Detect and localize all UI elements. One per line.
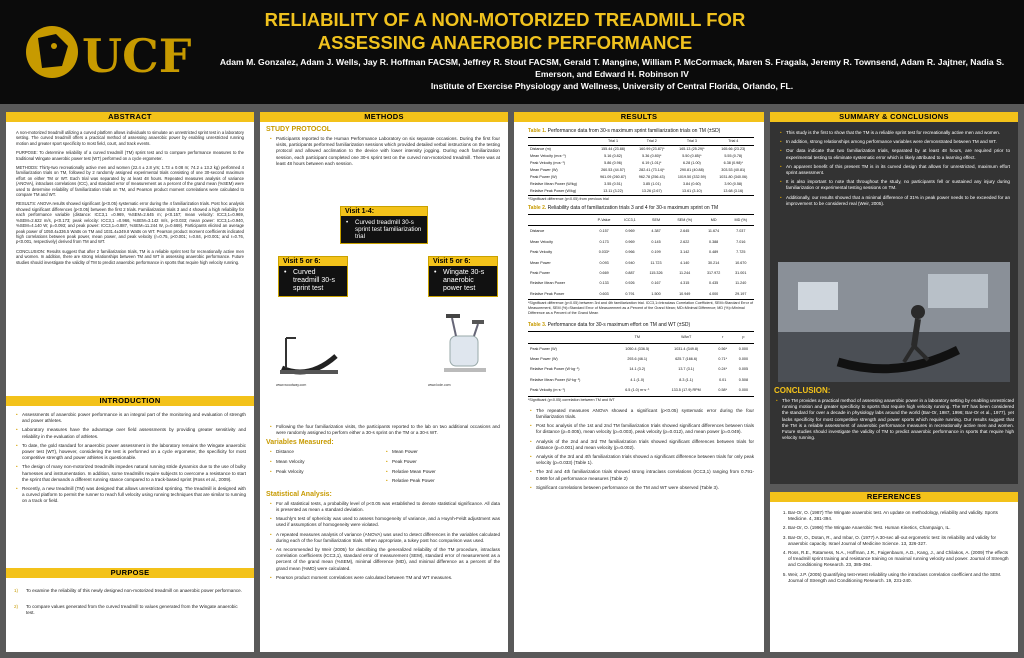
table-cell: 13.26 (2.67)	[641, 189, 662, 193]
table-row	[528, 289, 754, 300]
table-cell: 6.19 (1.01)*	[642, 161, 662, 165]
table-cell: 0.669	[599, 271, 609, 276]
table-cell: 0.157	[599, 229, 609, 234]
result-item: • The 3rd and 4th familiarization trials showed strong intraclass correlations (ICC3,1) ranging from 0.791-0.969 for all performance measures (Table 2)	[528, 469, 754, 481]
table-header-cell: Trial 1	[608, 139, 619, 143]
table-header-cell: P-Value	[597, 218, 611, 222]
abstract-section	[6, 112, 254, 394]
visit-5-6-title: Visit 5 or 6:	[279, 257, 347, 266]
table-cell: Peak Velocity	[530, 250, 553, 255]
table-1-note: *Significant difference (p<0.05) from previous trial	[528, 197, 609, 201]
reference-item: 4. Ross, R.E., Ratamess, N.A., Hoffman, J.R., Faigenbaum, A.D., Kang, J., and Chilakos, A. (2009) The effects of treadmill sprint training and resistance training on maximal running velocity and power. Journal of Strength and Conditioning Research. 23, 385-394.	[788, 550, 1010, 569]
table-cell: 4.387	[651, 229, 661, 234]
table-cell: 13.7 (3.1)	[678, 367, 695, 372]
intro-item: • To date, the gold standard for anaerobic power assessment in the laboratory remains the Wingate anaerobic power test (WT), however, considering the test is performed on a cycle ergometer, the specificity for most competitive strength and power athletes is questionable.	[14, 443, 246, 462]
table-cell: Relative Mean Power (W·kg⁻¹)	[530, 377, 581, 382]
results-header: RESULTS	[514, 112, 764, 122]
table-cell: Peak Power (W)	[530, 346, 557, 351]
ucf-logo	[16, 16, 206, 88]
abstract-results: RESULTS: ANOVA results showed significant (p<0.05) systematic error during the 4 familiarization trials. Post hoc analysis showed significant differences (p<0.05) between the first 2 trials. Familiarization trials 3 and 4 showed a high reliability for each performance variable (distance: ICC3,1 =0.969, %SEM=2.645 m; p<0.157; mean velocity: ICC3,1=0.969, %SEM=2.622 m/s, p<0.173; peak velocity: ICC3,1 =0.966, %SEM=3.142 m/s, p<0.033; mean power: ICC3,1=0.940, %SEM=4.140 W; p=0.093; and peak power: ICC3,1=0.887, %SEM=11.244 W, p=0.669). Participants elicited an average peak power of 1050.4±336.5 Watts on TM and 1031.4±349.8 Watts on WT. Pearson product moment coefficients indicated high correlations between peak power, mean power, and peak velocity (r=0.75, p<0.001; r=0.84, p<0.001; and r=0.76, p<0.001, respectively) derived from TM and WT.	[16, 201, 244, 245]
curved-treadmill-image	[274, 298, 344, 388]
result-item: • The repeated measures ANOVA showed a significant (p<0.05) systematic error during the four familiarization trials.	[528, 408, 754, 420]
purpose-text: To examine the reliability of this newly designed non-motorized treadmill on anaerobic power performance.	[26, 588, 243, 593]
table-caption-text: Performance data for 30-s maximum effort on TM and WT (±SD)	[547, 322, 691, 329]
table-cell: 3.85 (1.01)	[642, 182, 661, 186]
references-section	[770, 492, 1018, 652]
statistics-item: • Pearson product moment correlations were calculated between TM and WT measures.	[268, 575, 500, 581]
table-cell: 3.142	[680, 250, 690, 255]
table-row	[528, 247, 754, 257]
conclusion-text: • The TM provides a practical method of assessing anaerobic power in a laboratory setting by enabling unrestricted running motion and greater specificity to sports that require high velocity running. The WT has been considered the standard for over a decade in physiology labs around the world (Bar-Or, 1987, 1996; Bar-Or et al., 1977), yet lacks specificity for most competitive strength and power sports which require running. Our results suggest that the TM is a reliable assessment of anaerobic performance measures in recreationally active men and women. Future studies should investigate the validity of TM to predict anaerobic performance in sports that require high velocity running.	[774, 398, 1014, 441]
visit-1-4-title: Visit 1-4:	[341, 207, 427, 216]
table-caption-text: Performance data from 30-s maximum sprint familiarization trials on TM (±SD)	[547, 128, 721, 134]
reference-item: 1. Bar-Or, O. (1987) The Wingate anaerobic test. An update on methodology, reliability and validity. Sports Medicine. 4, 381-394.	[788, 510, 1010, 522]
table-cell: 0.388	[709, 239, 719, 244]
institution: Institute of Exercise Physiology and Wellness, University of Central Florida, Orlando, FL.	[430, 81, 794, 91]
abstract-methods: METHODS: Thirty-two recreationally active men and women (22.4 ± 2.8 yrs; 1.73 ± 0.08 m; 74.2 ± 13.2 kg) performed 4 familiarization trials on TM, followed by 2 randomly assigned experimental trials consisting of one 30-second maximum effort on either TM or WT. Each trial was separated by at least 48 hours. Repeated measures analysis of variance (ANOVA), intraclass correlations (ICC), and standard error of measurement as a percent of the grand mean (%SEM) were used to determine reliability of familiarization trials on TM, and Pearson product moment correlations were calculated to compare TM and WT.	[16, 165, 244, 198]
summary-header: SUMMARY & CONCLUSIONS	[770, 112, 1018, 122]
variables-heading: Variables Measured:	[266, 439, 334, 447]
table-cell: Peak Velocity (m•s⁻¹)	[530, 161, 565, 165]
table-cell: Mean Power	[530, 260, 551, 265]
table-cell: 115.326	[649, 271, 663, 276]
table-cell: 1.500	[651, 291, 661, 296]
variable-item: • Relative Peak Power	[384, 478, 500, 485]
table-cell: Mean Power (W)	[530, 168, 558, 172]
table-2-note: *Significant difference (p<0.05) between 3rd and 4th familiarization trial. ICC3,1=Intraclass Correlation Coefficient, SEM=Standard Error of Measurement, SEM (%)=Standard Error of Measurement as a Percent of the Grand Mean; MD=Minimal Difference; MD (%)=Minimal Difference as a Percent of the Grand Mean	[528, 301, 754, 316]
table-row	[528, 181, 754, 188]
table-cell: 7.037	[736, 229, 746, 234]
table-cell: Relative Peak Power	[530, 291, 565, 296]
table-header-cell	[528, 138, 594, 146]
table-cell: 4.1 (1.0)	[630, 377, 645, 382]
table-cell: 160.99 (23.87)*	[639, 147, 665, 151]
table-cell: 11.244	[679, 271, 691, 276]
variable-item: • Peak Velocity	[268, 469, 384, 476]
table-row	[528, 375, 754, 385]
table-row	[528, 188, 754, 196]
table-row	[528, 226, 754, 237]
statistics-item: • As recommended by Weir (2005) for describing the generalized reliability of the TM procedure, intraclass correlation coefficients (ICC3,1), standard error of measurement (SEM), standard error of measurement as a percent of the grand mean (%SEM), minimal difference (MD), and minimal difference as a percent of the grand mean (%MD) were calculated.	[268, 547, 500, 572]
table-cell: 0.56*	[718, 346, 728, 351]
reference-item: 3. Bar-Or, O., Dotan, R., and Inbar, O. (1977) A 30-sec all-out ergometric test: its reliability and validity for anaerobic capacity. Israel Journal of Medicine Science. 13, 326-327.	[788, 535, 1010, 547]
table-row	[528, 332, 754, 343]
table-3-caption	[528, 322, 754, 328]
svg-text:UCF: UCF	[82, 29, 192, 83]
visit-5-6-text: • Curved treadmill 30-s sprint test	[279, 266, 347, 296]
table-cell: 0.24*	[718, 367, 728, 372]
table-caption-text: Reliability data of familiarization trials 3 and 4 for 30-s maximum sprint on TM	[547, 205, 719, 211]
table-cell: 0.489	[709, 250, 719, 255]
variable-item: • Mean Velocity	[268, 459, 384, 466]
statistics-item: • Mauchly's test of sphericity was used to assess homogeneity of variance, and a Huynh-Feldt adjustment was used if assumptions of homogeneity were violated.	[268, 516, 500, 528]
reference-item: 5. Weir, J.P. (2005) Quantifying test-retest reliability using the intraclass correlation coefficient and the SEM. Journal of Strength and Conditioning Research. 19, 231-240.	[788, 572, 1010, 584]
table-cell: 290.81 (40.88)	[679, 168, 704, 172]
table-row	[528, 278, 754, 288]
table-cell: Distance (m)	[530, 147, 551, 151]
table-cell: Relative Mean Power	[530, 281, 566, 286]
conclusion-heading: CONCLUSION:	[774, 386, 831, 395]
table-row	[528, 138, 754, 146]
table-cell: 260.53 (44.57)	[601, 168, 626, 172]
table-cell: Relative Mean Power (W/kg)	[530, 182, 577, 186]
abstract-header: ABSTRACT	[6, 112, 254, 122]
statistics-item: • A repeated measures analysis of variance (ANOVA) was used to detect differences in the variables calculated during each of the four familiarization trials. When appropriate, a tukey post hoc comparison was used.	[268, 532, 500, 544]
table-cell: Mean Power (W)	[530, 357, 558, 362]
table-cell: 3.55 (0.51)	[604, 182, 622, 186]
purpose-number: 2)	[14, 604, 19, 610]
table-2-caption	[528, 205, 754, 211]
summary-section	[770, 112, 1018, 484]
abstract-purpose: PURPOSE: To determine reliability of a curved treadmill (TM) sprint test and to compare performance measures to the traditional Wingate anaerobic power test (WT) performed on a cycle ergometer.	[16, 150, 244, 161]
summary-item: • Our data indicate that two familiarization trials, separated by at least 48 hours, are required prior to experimental testing to eliminate systematic error which is likely attributed to a learning effect.	[778, 148, 1010, 160]
reference-item: 2. Bar-Or, O. (1996) The Wingate Anaerobic Test. Human Kinetics, Champaign, IL.	[788, 525, 1010, 531]
table-cell: 31.001	[735, 271, 747, 276]
table-1-caption	[528, 128, 754, 134]
abstract-conclusion: CONCLUSION: Results suggest that after 2 familiarization trials, TM is a reliable sprint test for recreationally active men and women. In addition, there are strong relationships between TM and WT in assessing anaerobic performance. Future studies should investigate the validity of TM to predict anaerobic performance in sports that require high velocity running.	[16, 248, 244, 265]
protocol-text: • Following the four familiarization visits, the participants reported to the lab on two additional occasions and were randomly assigned to perform either a 30-s sprint on the TM or a 30-s WT.	[268, 424, 500, 436]
table-cell: 5.16 (0.82)	[604, 154, 622, 158]
purpose-number: 1)	[14, 588, 19, 593]
table-row	[528, 354, 754, 364]
summary-item: • Additionally, our results showed that a minimal difference of 31% in peak power needs to be exceeded for an improvement to be considered real (Weir, 2005).	[778, 195, 1010, 207]
poster-header	[0, 0, 1024, 104]
table-cell: 10.670	[735, 260, 747, 265]
lab-photo	[778, 262, 1010, 382]
table-row	[528, 167, 754, 174]
table-row	[528, 385, 754, 396]
table-cell: 303.53 (40.81)	[721, 168, 746, 172]
table-cell: 10.949	[679, 291, 691, 296]
table-cell: Mean Velocity (m•s⁻¹)	[530, 154, 566, 158]
visit-5-6-title: Visit 5 or 6:	[429, 257, 497, 266]
table-header-cell: ICC3,1	[624, 218, 636, 222]
table-cell: 293.6 (46.1)	[627, 357, 648, 362]
table-cell: 7.725	[736, 250, 746, 255]
visit-1-4-box	[340, 206, 428, 244]
purpose-section	[6, 568, 254, 620]
table-header-cell: p	[742, 335, 745, 340]
image-credit: www.lode.com	[428, 383, 451, 387]
table-row	[528, 258, 754, 268]
table-cell: 0.093	[599, 260, 609, 265]
wingate-ergometer-image	[426, 298, 496, 388]
table-cell: 7.016	[736, 239, 746, 244]
abstract-column	[6, 112, 254, 652]
table-label: Table 3.	[528, 322, 547, 329]
summary-column	[770, 112, 1018, 652]
table-cell: 133.5 (17.9) RPM	[671, 388, 701, 393]
table-cell: Peak Velocity (m·s⁻¹)	[530, 388, 565, 393]
table-header-cell: TM	[634, 335, 640, 340]
table-header-cell: MD (%)	[734, 218, 747, 222]
table-header-cell: Trial 4	[728, 139, 739, 143]
result-item: • Post hoc analysis of the 1st and 2nd TM familiarization trials showed significant differences between trials for distance (p=0.005), mean velocity (p=0.003), peak velocity (p=0.012), and mean power (p=0.049).	[528, 423, 754, 435]
table-row	[528, 268, 754, 278]
table-cell: 165.13 (25.29)*	[679, 147, 705, 151]
result-item: • Analysis of the 2nd and 3rd TM familiarization trials showed significant differences between trials for distance (p=0.001) and mean velocity (p=0.002).	[528, 439, 754, 451]
table-cell: Mean Velocity	[530, 239, 553, 244]
table-cell: 5.55 (0.78)	[724, 154, 743, 158]
table-cell: 11.674	[708, 229, 720, 234]
table-cell: 13.68 (3.16)	[723, 189, 744, 193]
table-3	[528, 331, 754, 396]
table-cell: 0.435	[709, 281, 719, 286]
table-cell: 6.28 (1.00)	[682, 161, 701, 165]
poster-authors	[212, 56, 1012, 92]
table-cell: 0.58*	[718, 388, 728, 393]
table-row	[528, 343, 754, 354]
intro-item: • Recently, a new treadmill (TM) was designed that allows unrestricted sprinting. The treadmill is designed with a curved platform to permit the runner to reach full velocity using running techniques that are similar to running on a track or field.	[14, 486, 246, 505]
table-cell: 11.723	[650, 260, 662, 265]
table-cell: 1050.4 (336.5)	[625, 346, 650, 351]
table-1	[528, 137, 754, 196]
table-cell: 5.50 (0.85)*	[682, 154, 702, 158]
table-cell: 155.44 (23.88)	[601, 147, 626, 151]
table-cell: 1019.50 (332.59)	[677, 175, 706, 179]
visit-5-6-text: • Wingate 30-s anaerobic power test	[429, 266, 497, 296]
table-cell: 0.000	[738, 388, 749, 393]
table-cell: 14.1 (3.2)	[629, 367, 646, 372]
summary-item: • An apparent benefit of this present TM is in its curved design that allows for unrestricted, maximum effort sprint assessment.	[778, 164, 1010, 176]
results-column	[514, 112, 764, 652]
table-cell: 5.36 (0.80)*	[642, 154, 662, 158]
table-cell: 0.926	[625, 281, 635, 286]
table-cell: Relative Peak Power (W/kg)	[530, 189, 577, 193]
table-label: Table 2.	[528, 205, 547, 211]
table-header-cell: MD	[710, 218, 717, 222]
table-2	[528, 214, 754, 300]
table-cell: 0.000	[738, 346, 749, 351]
table-cell: 4.140	[680, 260, 690, 265]
table-cell: 0.791	[625, 291, 635, 296]
table-cell: 961.09 (260.87)	[600, 175, 627, 179]
table-row	[528, 174, 754, 181]
table-header-cell	[528, 332, 615, 343]
visit-5-6-wingate-box	[428, 256, 498, 297]
statistics-item: • For all statistical tests, a probability level of p<0.05 was established to denote statistical significance. All data is presented as mean ± standard deviation.	[268, 501, 500, 513]
table-row	[528, 364, 754, 374]
table-cell: 317.972	[706, 271, 721, 276]
table-row	[528, 146, 754, 154]
references-header: REFERENCES	[770, 492, 1018, 502]
variable-item: • Distance	[268, 449, 384, 456]
table-cell: 0.145	[651, 239, 661, 244]
variable-item: • Mean Power	[384, 449, 500, 456]
table-cell: 0.033*	[598, 250, 610, 255]
table-label: Table 1.	[528, 128, 547, 134]
purpose-item	[14, 588, 246, 594]
table-cell: 4.000	[709, 291, 719, 296]
methods-column	[260, 112, 508, 652]
table-cell: 13.61 (3.10)	[681, 189, 702, 193]
summary-item: • It is also important to note that throughout the study, no participants fell or sustained any injury during familiarization or experimental testing sessions on TM.	[778, 179, 1010, 191]
table-cell: 625.7 (166.6)	[675, 357, 698, 362]
table-cell: 1031.80 (340.06)	[719, 175, 748, 179]
table-cell: 0.01	[719, 377, 727, 382]
table-row	[528, 160, 754, 167]
table-3-note: *Significant (p<0.05) correlation between TM and WT	[528, 397, 615, 402]
introduction-section	[6, 396, 254, 508]
table-header-cell: Trial 2	[646, 139, 657, 143]
table-cell: 0.005	[738, 367, 749, 372]
poster-title: RELIABILITY OF A NON-MOTORIZED TREADMILL FOR ASSESSING ANAEROBIC PERFORMANCE	[264, 9, 746, 53]
protocol-text: • Participants reported to the Human Performance Laboratory on six separate occasions. During the first four visits, participants performed familiarization sessions which provided detailed verbal instructions on the testing protocol and allowed acclimation to the device with lower intensity jogging. During each familiarization session, each participant completed one 30-s sprint test on the curved non-motorized treadmill. There was at least 48 hours between each session.	[268, 136, 500, 167]
table-cell: 13.11 (3.22)	[603, 189, 623, 193]
table-cell: 0.966	[625, 250, 635, 255]
introduction-header: INTRODUCTION	[6, 396, 254, 406]
result-item: • Analysis of the 3rd and 4th familiarization trials showed a significant difference between trials for only peak velocity (p=0.033) (Table 1).	[528, 454, 754, 466]
image-credit: www.woodway.com	[276, 383, 307, 387]
table-cell: Peak Power	[530, 271, 550, 276]
table-header-cell	[528, 215, 591, 226]
table-cell: 8.3 (1.1)	[679, 377, 694, 382]
visit-5-6-treadmill-box	[278, 256, 348, 297]
table-cell: 0.603	[599, 291, 609, 296]
table-cell: 0.173	[599, 239, 609, 244]
table-cell: 1031.4 (349.8)	[674, 346, 699, 351]
table-cell: 2.622	[680, 239, 690, 244]
purpose-text: To compare values generated from the curved treadmill to values generated from the Wingate anaerobic test.	[26, 604, 238, 616]
author-list: Adam M. Gonzalez, Adam J. Wells, Jay R. Hoffman FACSM, Jeffrey R. Stout FACSM, Gerald T. Mangine, William P. McCormack, Maren S. Fragala, Jeremy R. Townsend, Adam R. Jajtner, Nadia S. Emerson, and Edward H. Robinson IV	[219, 57, 1005, 79]
purpose-item	[14, 604, 246, 616]
table-header-cell: Trial 3	[686, 139, 697, 143]
table-cell: 0.199	[651, 250, 661, 255]
result-item: • Significant correlations between performance on the TM and WT were observed (Table 3).	[528, 485, 754, 491]
variable-item: • Peak Power	[384, 459, 500, 466]
table-cell: Distance	[530, 229, 545, 234]
table-cell: 5.86 (0.96)	[604, 161, 622, 165]
purpose-header: PURPOSE	[6, 568, 254, 578]
table-header-cell: SEM	[652, 218, 661, 222]
table-cell: 4.315	[680, 281, 690, 286]
table-cell: 0.71*	[718, 357, 728, 362]
table-cell: 165.66 (23.23)	[721, 147, 746, 151]
table-cell: 0.940	[625, 260, 635, 265]
abstract-intro: A non-motorized treadmill utilizing a curved platform allows individuals to simulate an unrestricted sprint test in a laboratory setting. The curved treadmill offers a practical method of assessing anaerobic power by enabling unrestricted running motion and greater sport specificity to most field, court, and track events.	[16, 130, 244, 146]
table-cell: 0.167	[651, 281, 661, 286]
table-cell: 0.508	[738, 377, 749, 382]
table-cell: 3.84 (0.60)	[682, 182, 701, 186]
table-cell: 0.000	[738, 357, 749, 362]
methods-header: METHODS	[260, 112, 508, 122]
table-cell: Peak Power (W)	[530, 175, 557, 179]
intro-item: • The design of many non-motorized treadmills impedes natural running stride dynamics due to the use of bulky harnesses and instrumentation. In addition, some treadmills require subjects to overcome a resistance to start the sprint that demands a different running stance compared to a track-based sprint (Ross et al., 2009).	[14, 464, 246, 483]
table-cell: 282.41 (73.14)*	[639, 168, 665, 172]
table-row	[528, 237, 754, 247]
summary-item: • This study is the first to show that the TM is a reliable sprint test for recreationally active men and women.	[778, 130, 1010, 136]
table-cell: 0.969	[625, 239, 635, 244]
summary-item: • In addition, strong relationships among performance variables were demonstrated between TM and WT.	[778, 139, 1010, 145]
table-header-cell: SEM (%)	[677, 218, 693, 222]
table-cell: 0.133	[599, 281, 609, 286]
table-cell: 3.90 (0.58)	[724, 182, 743, 186]
table-cell: 6.38 (0.98)*	[723, 161, 743, 165]
table-cell: 2.645	[680, 229, 690, 234]
variable-item: • Relative Mean Power	[384, 469, 500, 476]
statistics-heading: Statistical Analysis:	[266, 490, 332, 498]
table-header-cell: r	[722, 335, 724, 340]
table-cell: 0.969	[625, 229, 635, 234]
visit-1-4-text: • Curved treadmill 30-s sprint test familiarization trial	[341, 216, 427, 243]
table-cell: 962.78 (256.43)	[638, 175, 665, 179]
variables-list	[260, 449, 508, 487]
table-cell: 30.214	[707, 260, 720, 265]
table-row	[528, 215, 754, 226]
intro-item: • Assessments of anaerobic power performance is an integral part of the monitoring and evaluation of strength and power athletes.	[14, 412, 246, 424]
conclusion-block	[774, 386, 1014, 444]
table-cell: 0.887	[625, 271, 635, 276]
table-header-cell: WAnT	[681, 335, 692, 340]
table-cell: 6.5 (1.0) m·s⁻¹	[625, 388, 650, 393]
table-row	[528, 153, 754, 160]
table-cell: 11.240	[735, 281, 747, 286]
table-cell: 29.197	[735, 291, 747, 296]
table-cell: Relative Peak Power (W·kg⁻¹)	[530, 367, 580, 372]
intro-item: • Laboratory measures have the advantage over field assessments by providing greater sensitivity and reliability in the evaluation of athletes.	[14, 427, 246, 439]
study-protocol-heading: STUDY PROTOCOL	[266, 126, 332, 133]
